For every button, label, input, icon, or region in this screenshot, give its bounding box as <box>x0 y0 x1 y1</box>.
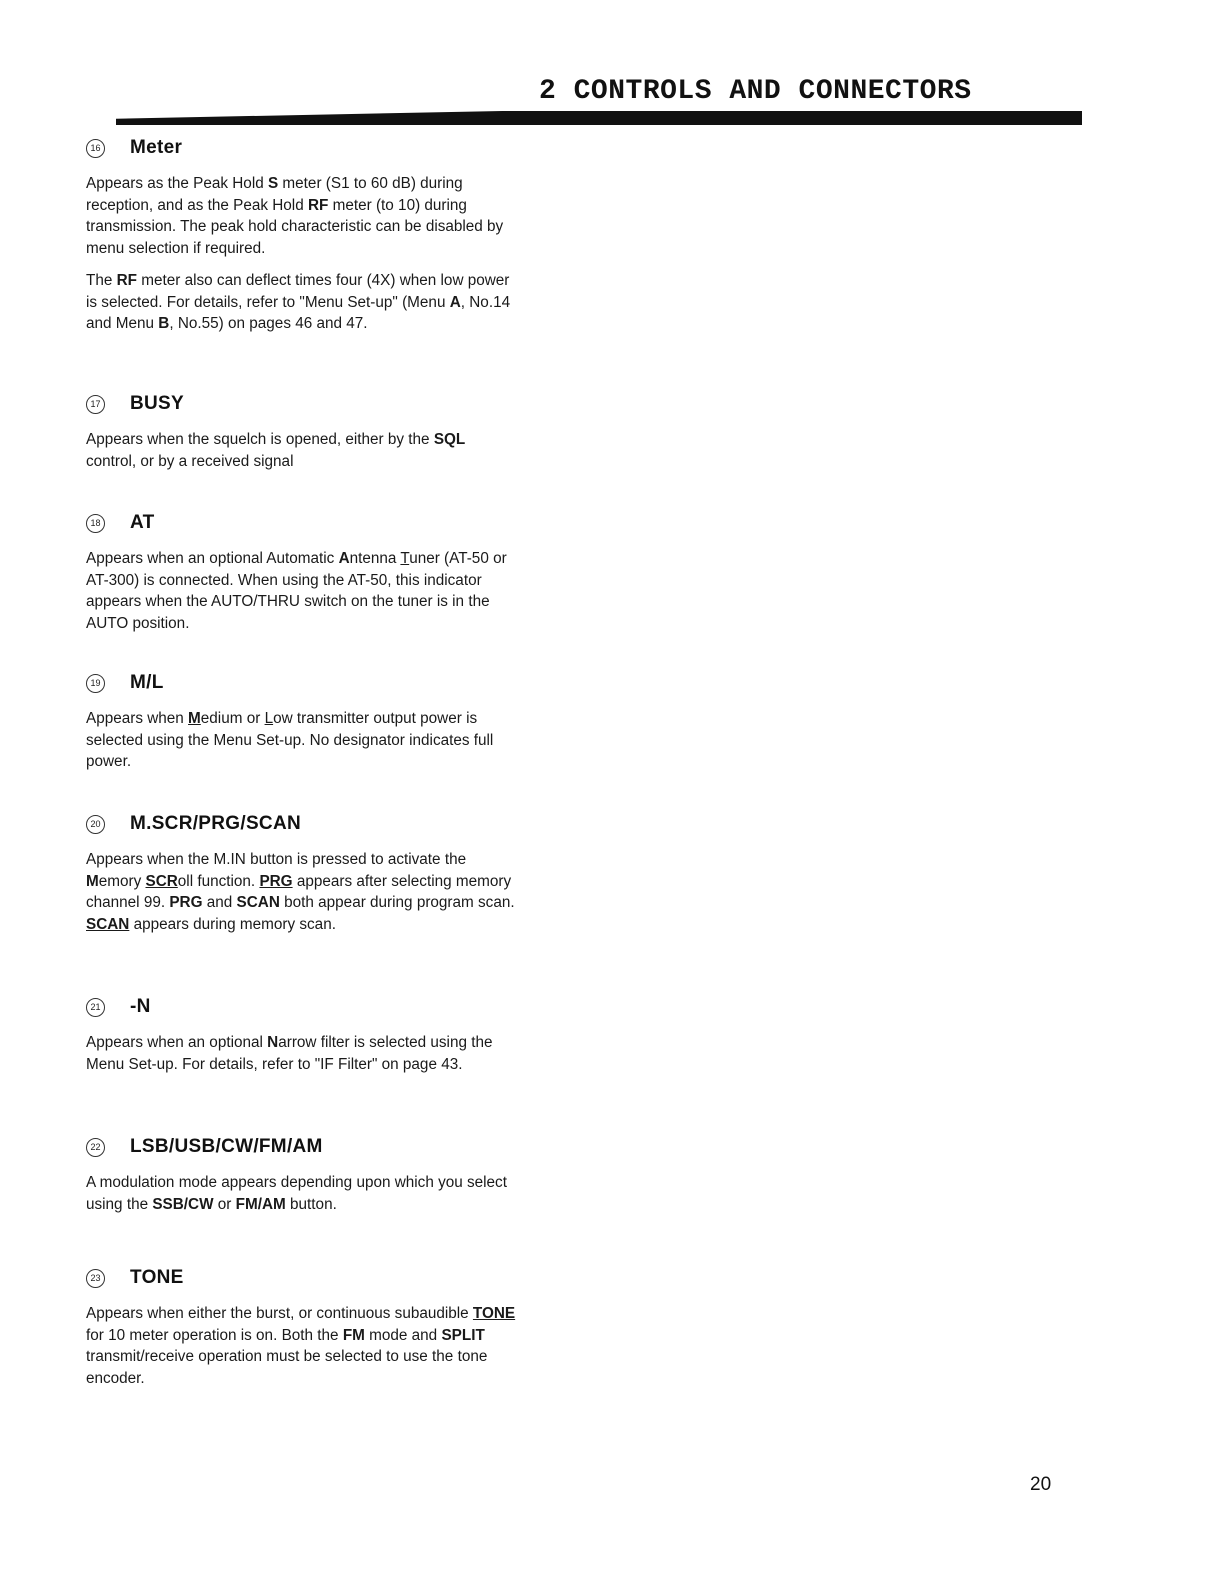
circled-number-icon: 21 <box>86 998 105 1017</box>
circled-number-icon: 20 <box>86 815 105 834</box>
circled-number-icon: 23 <box>86 1269 105 1288</box>
page-header-title: 2 CONTROLS AND CONNECTORS <box>539 76 972 107</box>
section-at <box>86 510 516 645</box>
section-heading <box>86 670 516 696</box>
header-rule <box>116 111 1082 125</box>
circled-number-icon: 22 <box>86 1138 105 1157</box>
paragraph: Appears when either the burst, or continuous subaudible TONE for 10 meter operation is on. Both the FM mode and SPLIT transmit/receive operation must be selected to use the tone encoder. <box>86 1305 516 1387</box>
paragraph: Appears as the Peak Hold S meter (S1 to 60 dB) during reception, and as the Peak Hold RF meter (to 10) during transmission. The peak hold characteristic can be disabled by menu selection if required. <box>86 175 504 257</box>
section-tone <box>86 1265 516 1400</box>
paragraph: Appears when the M.IN button is pressed to activate the Memory SCRoll function. PRG appears after selecting memory channel 99. PRG and SCAN both appear during program scan. SCAN appears during memory scan. <box>86 851 515 933</box>
paragraph: A modulation mode appears depending upon which you select using the SSB/CW or FM/AM button. <box>86 1174 507 1213</box>
section-title: BUSY <box>130 393 184 414</box>
section-heading <box>86 1134 516 1160</box>
section-busy <box>86 391 516 483</box>
circled-number-icon: 18 <box>86 514 105 533</box>
section-heading <box>86 391 516 417</box>
section-title: AT <box>130 512 155 533</box>
circled-number-icon: 17 <box>86 395 105 414</box>
section-meter <box>86 135 516 346</box>
section-title: M/L <box>130 672 164 693</box>
section-modes <box>86 1134 516 1226</box>
section-title: Meter <box>130 137 183 158</box>
paragraph: Appears when Medium or Low transmitter output power is selected using the Menu Set-up. No designator indicates full power. <box>86 710 494 770</box>
section-heading <box>86 811 516 837</box>
page-number: 20 <box>1030 1474 1052 1495</box>
section-mscr-prg-scan <box>86 811 516 946</box>
section-heading <box>86 135 516 161</box>
section-title: TONE <box>130 1267 184 1288</box>
section-title: M.SCR/PRG/SCAN <box>130 813 301 834</box>
paragraph: Appears when the squelch is opened, either by the SQL control, or by a received signal <box>86 431 466 470</box>
paragraph: Appears when an optional Automatic Antenna Tuner (AT-50 or AT-300) is connected. When using the AT-50, this indicator appears when the AUTO/THRU switch on the tuner is in the AUTO position. <box>86 550 507 632</box>
circled-number-icon: 16 <box>86 139 105 158</box>
section-heading <box>86 510 516 536</box>
section-ml <box>86 670 516 784</box>
section-heading <box>86 994 516 1020</box>
section-narrow <box>86 994 516 1086</box>
paragraph: Appears when an optional Narrow filter is selected using the Menu Set-up. For details, refer to "IF Filter" on page 43. <box>86 1034 493 1073</box>
section-heading <box>86 1265 516 1291</box>
circled-number-icon: 19 <box>86 674 105 693</box>
paragraph: The RF meter also can deflect times four (4X) when low power is selected. For details, refer to "Menu Set-up" (Menu A, No.14 and Menu B, No.55) on pages 46 and 47. <box>86 272 511 332</box>
section-title: -N <box>130 996 151 1017</box>
section-title: LSB/USB/CW/FM/AM <box>130 1136 323 1157</box>
